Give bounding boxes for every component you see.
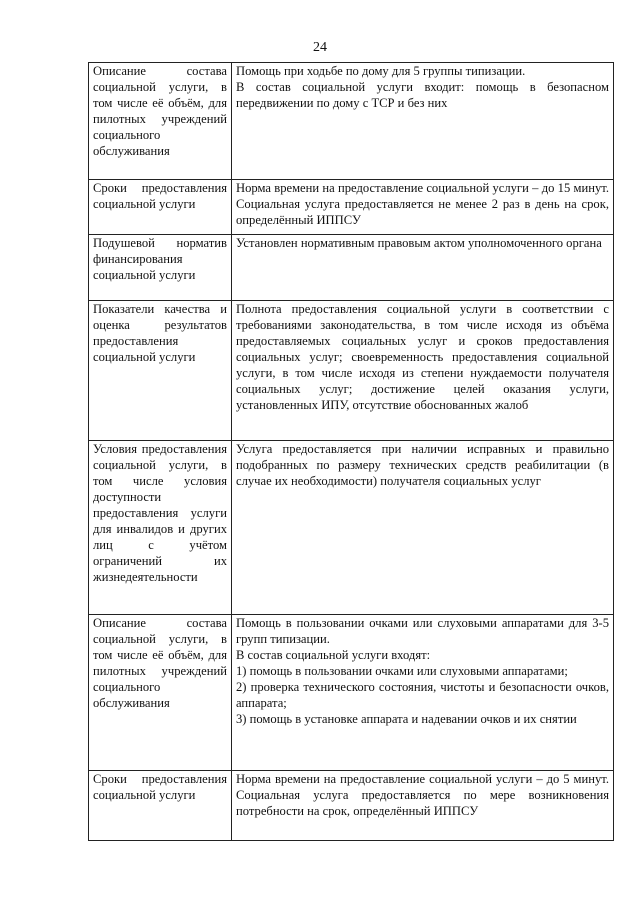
content-paragraph: Полнота предоставления социальной услуги в соответствии с требованиями законодательства, в том числе исходя из объёма предоставляемых социальных услуг и сроков предоставления социальных услуг; своевременность предоставления социальной услуги, в том числе исходя из степени нуждаемости получателя социальных услуг; достижение целей оказания услуги, установленных ИПУ, отсутствие обоснованных жалоб	[236, 302, 609, 412]
row-content	[232, 235, 614, 301]
content-paragraph: 3) помощь в установке аппарата и надевании очков и их снятии	[236, 712, 577, 726]
row-content	[232, 63, 614, 180]
service-table	[88, 62, 614, 841]
content-paragraph: 1) помощь в пользовании очками или слуховыми аппаратами;	[236, 664, 568, 678]
content-paragraph: Установлен нормативным правовым актом уполномоченного органа	[236, 236, 602, 250]
table-row	[89, 301, 614, 441]
table-row	[89, 771, 614, 841]
content-paragraph: Помощь в пользовании очками или слуховыми аппаратами для 3-5 групп типизации.	[236, 616, 609, 646]
table-row	[89, 63, 614, 180]
row-content	[232, 441, 614, 615]
table-row	[89, 235, 614, 301]
content-paragraph: Помощь при ходьбе по дому для 5 группы типизации.	[236, 64, 526, 78]
row-label: Показатели качества и оценка результатов предоставления социальной услуги	[89, 301, 232, 441]
content-paragraph: В состав социальной услуги входит: помощь в безопасном передвижении по дому с ТСР и без них	[236, 80, 609, 110]
row-label: Описание состава социальной услуги, в том числе её объём, для пилотных учреждений социального обслуживания	[89, 63, 232, 180]
table-row	[89, 180, 614, 235]
row-content	[232, 771, 614, 841]
row-label: Описание состава социальной услуги, в том числе её объём, для пилотных учреждений социального обслуживания	[89, 615, 232, 771]
row-content	[232, 301, 614, 441]
table-row	[89, 615, 614, 771]
row-label: Сроки предоставления социальной услуги	[89, 771, 232, 841]
content-paragraph: 2) проверка технического состояния, чистоты и безопасности очков, аппарата;	[236, 680, 609, 710]
row-content	[232, 180, 614, 235]
row-label: Сроки предоставления социальной услуги	[89, 180, 232, 235]
page-number: 24	[313, 40, 327, 55]
content-paragraph: Норма времени на предоставление социальной услуги – до 15 минут. Социальная услуга предоставляется не менее 2 раз в день на срок, определённый ИППСУ	[236, 181, 609, 227]
content-paragraph: В состав социальной услуги входят:	[236, 648, 431, 662]
content-paragraph: Норма времени на предоставление социальной услуги – до 5 минут. Социальная услуга предоставляется по мере возникновения потребности на срок, определённый ИППСУ	[236, 772, 609, 818]
content-paragraph: Услуга предоставляется при наличии исправных и правильно подобранных по размеру технических средств реабилитации (в случае их необходимости) получателя социальных услуг	[236, 442, 609, 488]
row-content	[232, 615, 614, 771]
row-label: Условия предоставления социальной услуги, в том числе условия доступности предоставления услуги для инвалидов и других лиц с учётом ограничений их жизнедеятельности	[89, 441, 232, 615]
row-label: Подушевой норматив финансирования социальной услуги	[89, 235, 232, 301]
table-row	[89, 441, 614, 615]
